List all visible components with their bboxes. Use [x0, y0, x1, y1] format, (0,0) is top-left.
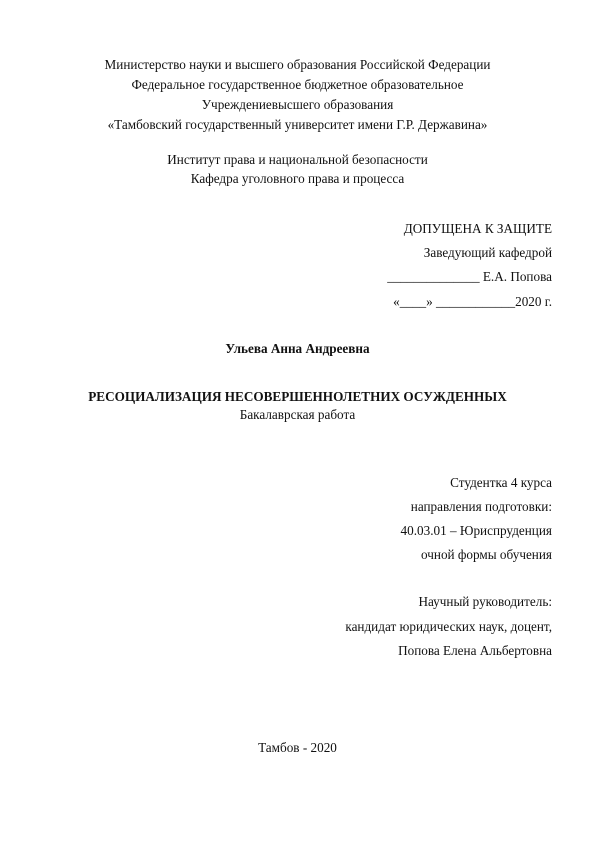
supervisor-name: Попова Елена Альбертовна	[398, 643, 552, 658]
institution-type-line: Федеральное государственное бюджетное образовательное	[131, 77, 464, 92]
institution-type-line-2: Учреждениевысшего образования	[201, 97, 394, 112]
approval-role: Заведующий кафедрой	[423, 245, 552, 260]
supervisor-label: Научный руководитель:	[418, 594, 552, 609]
student-course: Студентка 4 курса	[450, 475, 552, 490]
approval-title: ДОПУЩЕНА К ЗАЩИТЕ	[403, 221, 552, 236]
approval-signature-line: ______________ Е.А. Попова	[387, 269, 552, 284]
chair-name: Кафедра уголовного права и процесса	[190, 171, 405, 186]
ministry-line: Министерство науки и высшего образования Российской Федерации	[104, 57, 491, 72]
author-name: Ульева Анна Андреевна	[225, 341, 370, 356]
approval-date-line: «____» ____________2020 г.	[393, 294, 552, 309]
city-year: Тамбов - 2020	[258, 740, 337, 755]
student-study-form: очной формы обучения	[421, 547, 552, 562]
supervisor-degree: кандидат юридических наук, доцент,	[345, 619, 552, 634]
institute-name: Институт права и национальной безопасности	[167, 152, 428, 167]
student-direction-label: направления подготовки:	[410, 499, 552, 514]
work-title: РЕСОЦИАЛИЗАЦИЯ НЕСОВЕРШЕННОЛЕТНИХ ОСУЖДЕННЫХ	[88, 389, 507, 404]
work-type: Бакалаврская работа	[239, 407, 356, 422]
university-name: «Тамбовский государственный университет имени Г.Р. Державина»	[107, 117, 488, 132]
student-direction-code: 40.03.01 – Юриспруденция	[400, 523, 552, 538]
